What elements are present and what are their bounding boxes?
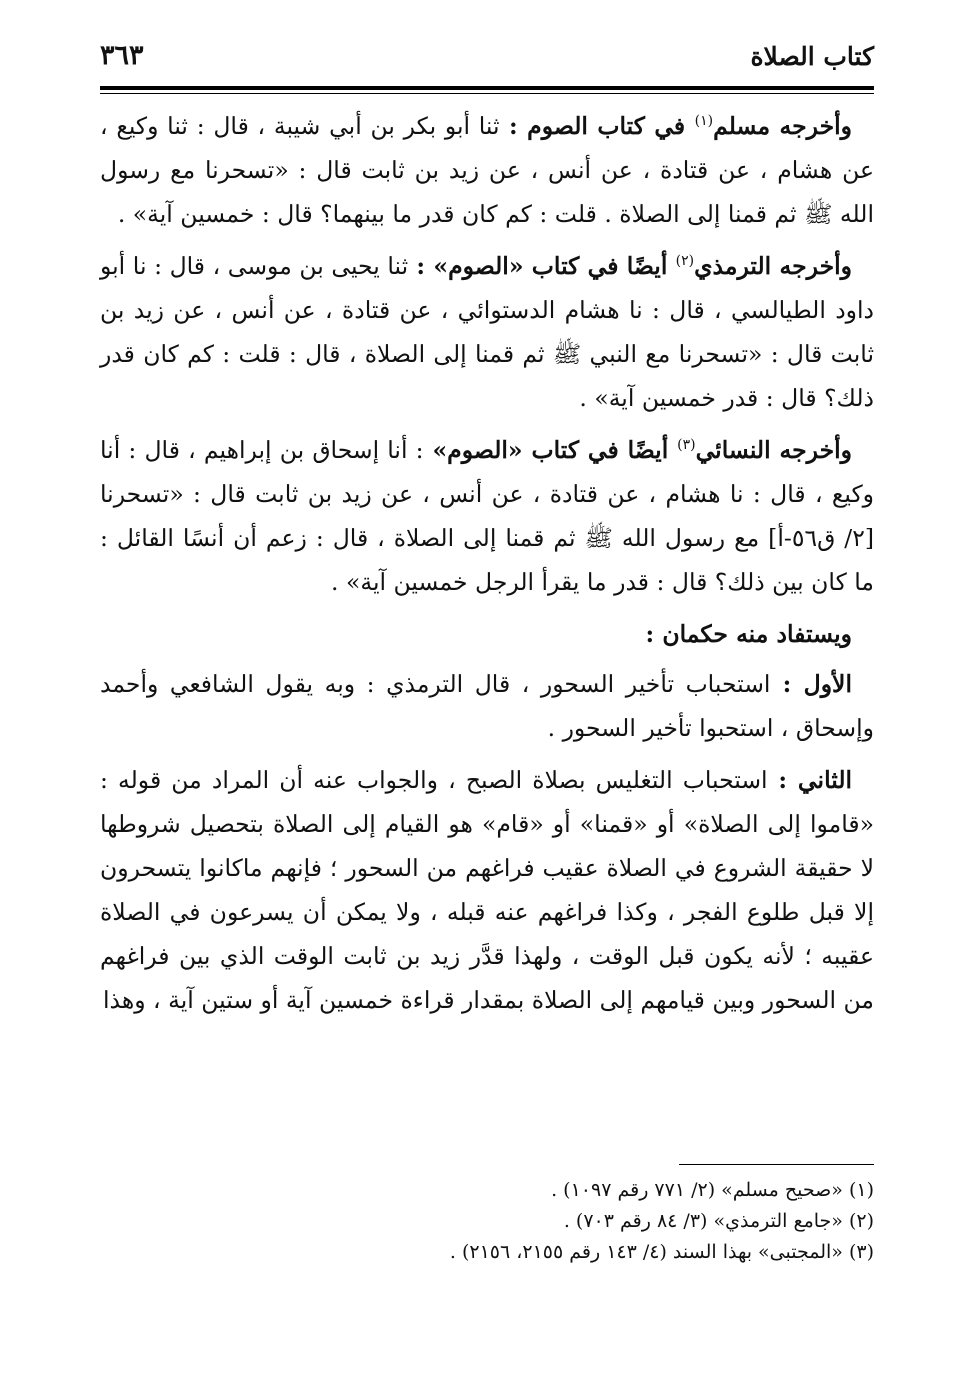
paragraph-lead-cont: أيضًا في كتاب «الصوم» :	[408, 252, 676, 280]
ruling-lead: الثاني :	[767, 766, 853, 794]
paragraph-text: ثنا يحيى بن موسى ، قال : نا أبو داود الطيالسي ، قال : نا هشام الدستوائي ، عن قتادة ، عن أنس ، عن زيد بن ثابت قال : «تسحرنا مع النبي ﷺ ثم قمنا إلى الصلاة ، قال : قلت : كم كان قدر ذلك؟ قال : قدر خمسين آية» .	[100, 252, 874, 412]
paragraph-nasai	[100, 428, 874, 604]
ruling-first	[100, 662, 874, 750]
footnote-3: (٣) «المجتبى» بهذا السند (٤/ ١٤٣ رقم ٢١٥٥، ٢١٥٦) .	[449, 1241, 874, 1263]
running-title: كتاب الصلاة	[750, 42, 874, 71]
ruling-text: استحباب التغليس بصلاة الصبح ، والجواب عنه أن المراد من قوله : «قاموا إلى الصلاة» أو «قمنا» أو «قام» هو القيام إلى الصلاة بتحصيل شروطها لا حقيقة الشروع في الصلاة عقيب فراغهم من السحور ؛ فإنهم ماكانوا يتسحرون إلا قبل طلوع الفجر ، وكذا فراغهم عنه قبله ، ولا يمكن أن يسرعون في الصلاة عقيبه ؛ لأنه يكون قبل الوقت ، ولهذا قدَّر زيد بن ثابت الوقت الذي بين فراغهم من السحور وبين قيامهم إلى الصلاة بمقدار قراءة خمسين آية أو ستين آية ، وهذا	[100, 766, 874, 1014]
subheading: ويستفاد منه حكمان :	[645, 620, 852, 648]
paragraph-text: ثنا أبو بكر بن أبي شيبة ، قال : ثنا وكيع ، عن هشام ، عن قتادة ، عن أنس ، عن زيد بن ثابت قال : «تسحرنا مع رسول الله ﷺ ثم قمنا إلى الصلاة . قلت : كم كان قدر ما بينهما؟ قال : خمسين آية» .	[100, 112, 874, 228]
footnotes	[100, 1164, 874, 1268]
ruling-lead: الأول :	[770, 670, 852, 698]
book-page	[100, 38, 874, 1263]
header-rule-thin	[100, 93, 874, 94]
footnote-ref[interactable]: (١)	[694, 113, 714, 130]
paragraph-lead-cont: أيضًا في كتاب «الصوم»	[423, 436, 678, 464]
footnote-ref[interactable]: (٢)	[675, 253, 695, 270]
paragraph-tirmidhi	[100, 244, 874, 420]
page-number: ٣٦٣	[100, 40, 144, 71]
page-header	[100, 38, 874, 82]
paragraph-text: : أنا إسحاق بن إبراهيم ، قال : أنا وكيع ، قال : نا هشام ، عن قتادة ، عن أنس ، عن زيد بن ثابت قال : «تسحرنا [٢/ ق٥٦-أ] مع رسول الله ﷺ ثم قمنا إلى الصلاة ، قال : زعم أن أنسًا القائل : ما كان بين ذلك؟ قال : قدر ما يقرأ الرجل خمسين آية» .	[100, 436, 874, 596]
paragraph-muslim	[100, 104, 874, 236]
paragraph-lead: وأخرجه مسلم	[713, 112, 852, 140]
ruling-second	[100, 758, 874, 1022]
main-text	[100, 104, 874, 1026]
footnote-1: (١) «صحيح مسلم» (٢/ ٧٧١ رقم ١٠٩٧) .	[551, 1179, 874, 1201]
paragraph-lead: وأخرجه النسائي	[695, 436, 852, 464]
footnote-separator	[679, 1164, 874, 1165]
ruling-text: استحباب تأخير السحور ، قال الترمذي : وبه يقول الشافعي وأحمد وإسحاق ، استحبوا تأخير السحور .	[100, 670, 874, 742]
paragraph-lead-cont: في كتاب الصوم :	[499, 112, 695, 140]
footnote-2: (٢) «جامع الترمذي» (٣/ ٨٤ رقم ٧٠٣) .	[563, 1210, 874, 1232]
header-rule-thick	[100, 86, 874, 90]
paragraph-lead: وأخرجه الترمذي	[694, 252, 852, 280]
footnote-ref[interactable]: (٣)	[677, 437, 696, 454]
